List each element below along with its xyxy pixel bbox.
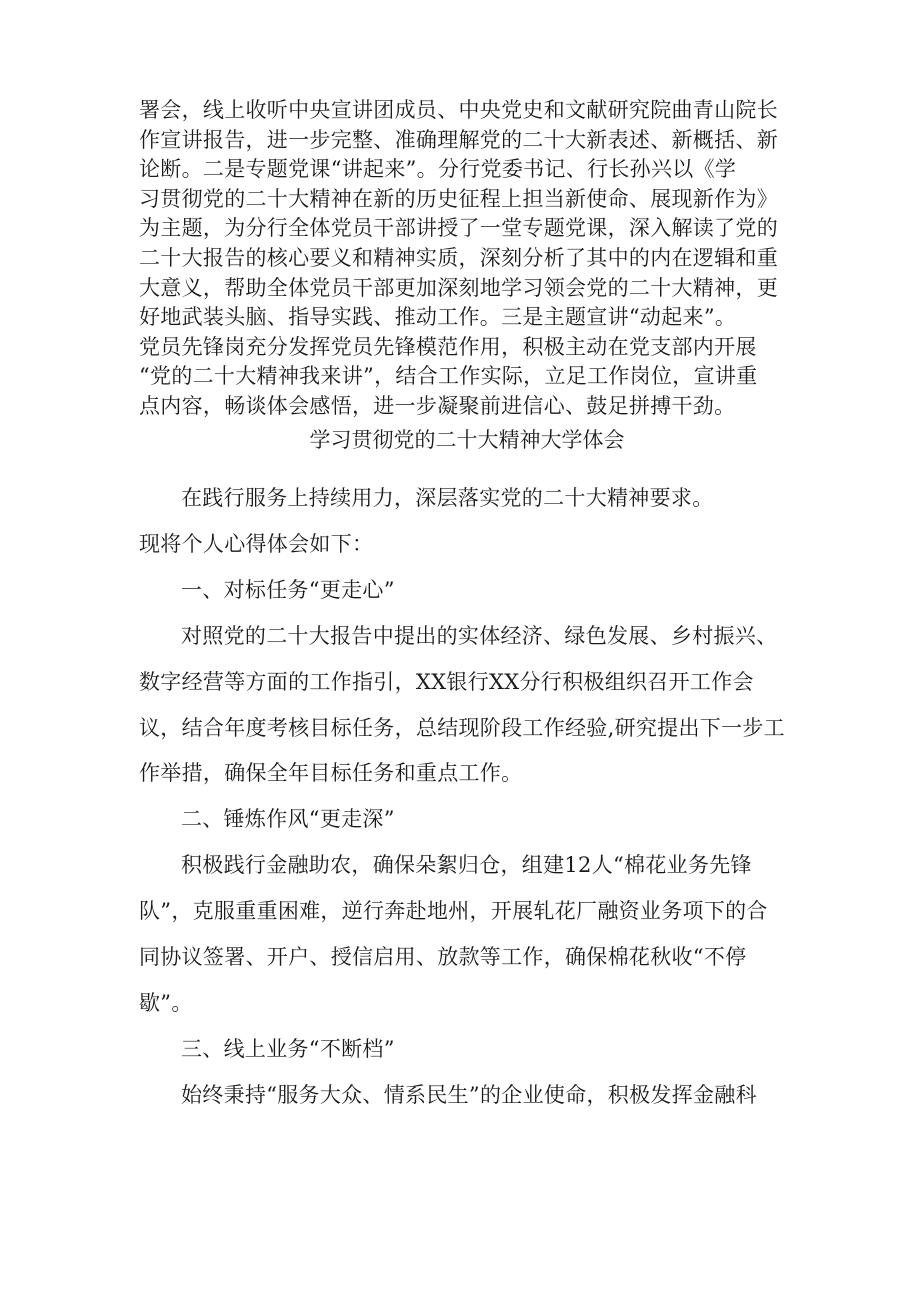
- text-line: 二十大报告的核心要义和精神实质，深刻分析了其中的内在逻辑和重: [139, 245, 778, 270]
- intro-paragraph-2: 现将个人心得体会如下：: [139, 531, 374, 556]
- text-line: 积极践行金融助农，确保朵絮归仓，组建12人“棉花业务先锋: [181, 853, 752, 878]
- section-2-heading: 二、锤炼作风“更走深”: [181, 807, 395, 832]
- section-3-heading: 三、线上业务“不断档”: [181, 1036, 395, 1061]
- section-1-heading: 一、对标任务“更走心”: [181, 577, 395, 602]
- section-1-paragraph: [139, 614, 795, 798]
- text-line: 作宣讲报告，进一步完整、准确理解党的二十大新表述、新概括、新: [139, 127, 778, 152]
- intro-paragraph: 在践行服务上持续用力，深层落实党的二十大精神要求。: [181, 486, 714, 510]
- article-title: 学习贯彻党的二十大精神大学体会: [309, 428, 625, 452]
- section-2-paragraph: [139, 843, 795, 1027]
- text-line: 队”，克服重重困难，逆行奔赴地州，开展轧花厂融资业务项下的合: [139, 899, 768, 924]
- top-section-paragraph: [139, 96, 795, 422]
- text-line: 点内容，畅谈体会感悟，进一步凝聚前进信心、鼓足拼搏干劲。: [139, 393, 736, 418]
- text-line: 好地武装头脑、指导实践、推动工作。三是主题宣讲“动起来”。: [139, 305, 737, 330]
- text-line: 党员先锋岗充分发挥党员先锋模范作用，积极主动在党支部内开展: [139, 334, 757, 359]
- text-line: 作举措，确保全年目标任务和重点工作。: [139, 761, 523, 786]
- text-line: 为主题，为分行全体党员干部讲授了一堂专题党课，深入解读了党的: [139, 216, 778, 241]
- text-line: 习贯彻党的二十大精神在新的历史征程上担当新使命、展现新作为》: [139, 186, 778, 211]
- text-line: 数字经营等方面的工作指引，XX银行XX分行积极组织召开工作会: [139, 669, 754, 694]
- text-line: 始终秉持“服务大众、情系民生”的企业使命，积极发挥金融科: [181, 1082, 757, 1107]
- text-line: 大意义，帮助全体党员干部更加深刻地学习领会党的二十大精神，更: [139, 275, 778, 300]
- text-line: 议，结合年度考核目标任务，总结现阶段工作经验,研究提出下一步工: [139, 715, 785, 740]
- text-line: 歇”。: [139, 990, 193, 1015]
- text-line: 对照党的二十大报告中提出的实体经济、绿色发展、乡村振兴、: [181, 623, 778, 648]
- text-line: 论断。二是专题党课“讲起来”。分行党委书记、行长孙兴以《学: [139, 157, 737, 182]
- text-line: “党的二十大精神我来讲”，结合工作实际，立足工作岗位，宣讲重: [139, 364, 758, 389]
- section-3-paragraph: [139, 1073, 795, 1119]
- text-line: 署会，线上收听中央宣讲团成员、中央党史和文献研究院曲青山院长: [139, 98, 778, 122]
- text-line: 同协议签署、开户、授信启用、放款等工作，确保棉花秋收“不停: [139, 945, 747, 970]
- article-body: [139, 476, 795, 1119]
